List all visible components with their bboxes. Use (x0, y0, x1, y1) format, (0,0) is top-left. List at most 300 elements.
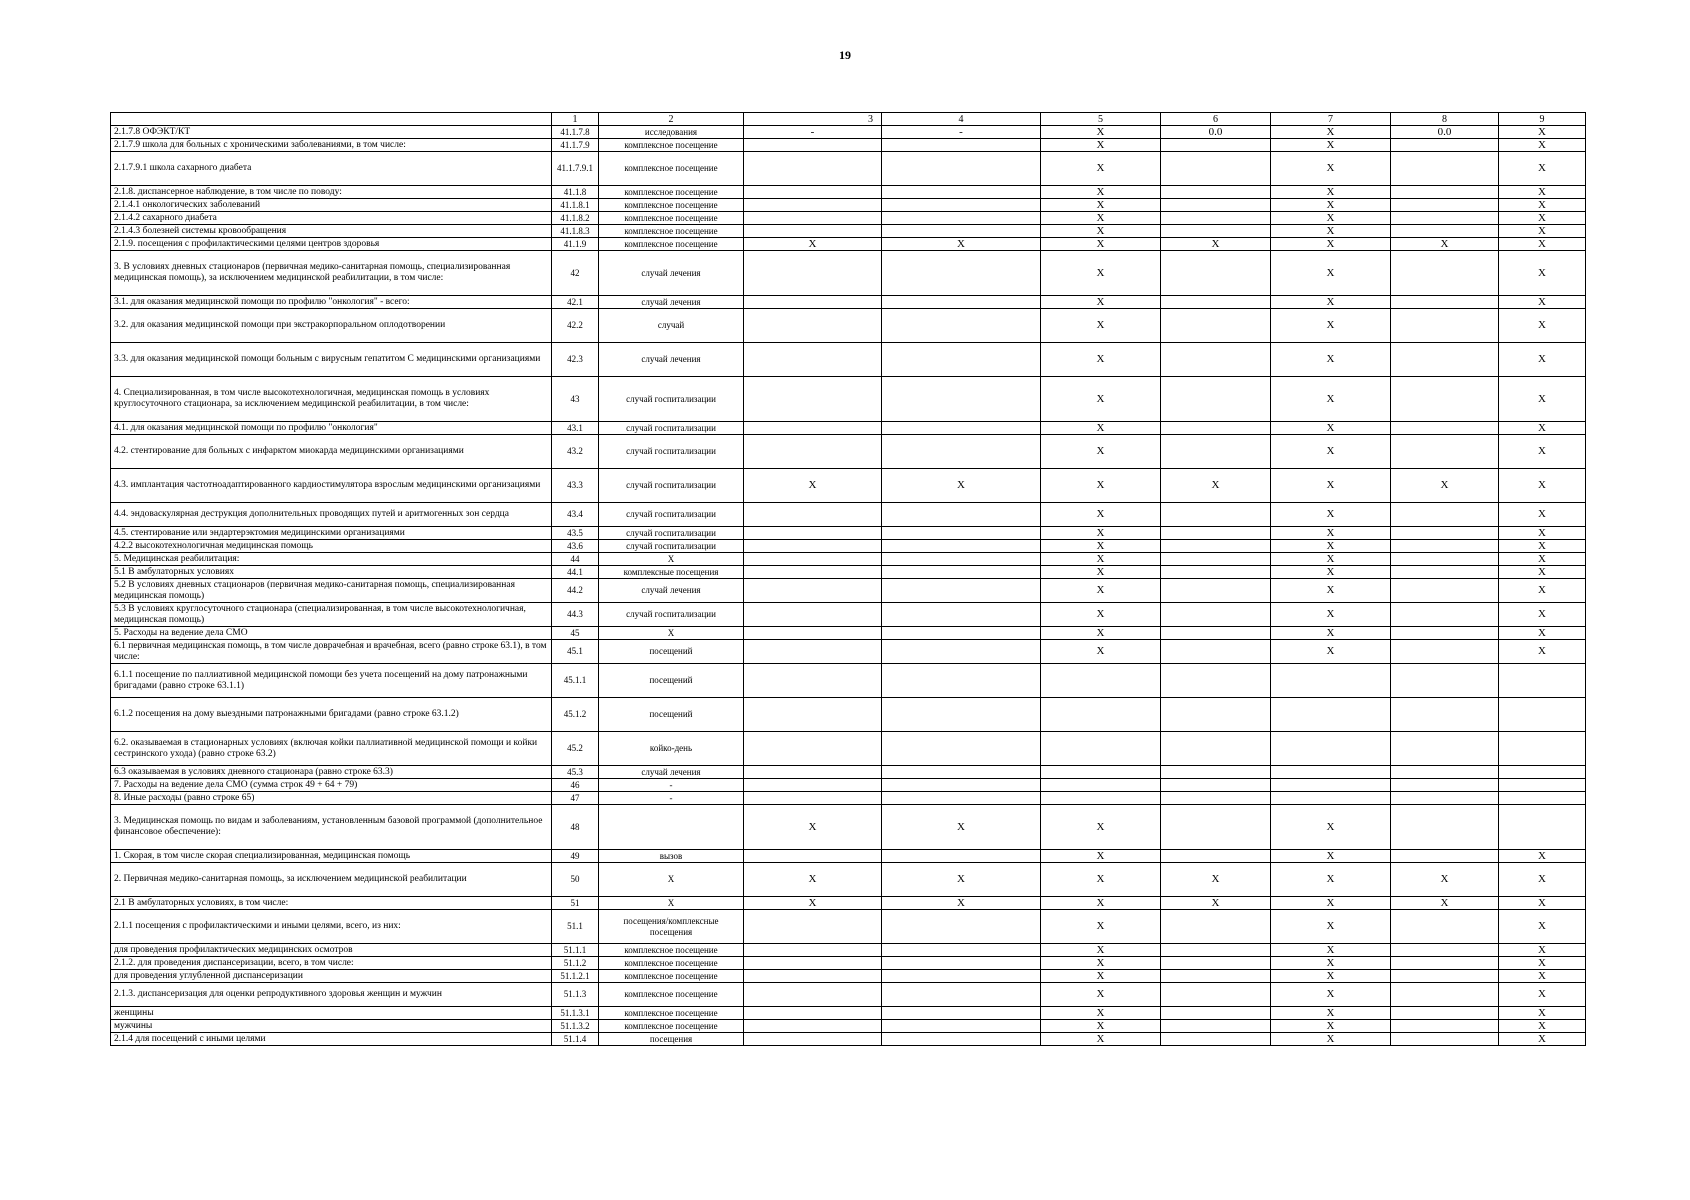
cell-col-3 (744, 186, 882, 199)
header-cell-6: 6 (1161, 113, 1271, 126)
row-code: 42.1 (552, 296, 599, 309)
row-name: 2.1.1 посещения с профилактическими и иными целями, всего, из них: (111, 910, 552, 944)
cell-col-4 (882, 503, 1041, 527)
table-row (111, 238, 1586, 251)
cell-col-6: X (1161, 897, 1271, 910)
cell-col-5: X (1041, 469, 1161, 503)
cell-col-4 (882, 540, 1041, 553)
header-cell-8: 8 (1391, 113, 1499, 126)
table-row (111, 309, 1586, 343)
cell-col-4 (882, 627, 1041, 640)
cell-col-6 (1161, 627, 1271, 640)
row-unit (599, 805, 744, 850)
cell-col-6 (1161, 944, 1271, 957)
table-row (111, 296, 1586, 309)
cell-col-8 (1391, 910, 1499, 944)
row-code: 51.1 (552, 910, 599, 944)
cell-col-5: X (1041, 527, 1161, 540)
cell-col-8 (1391, 251, 1499, 296)
cell-col-3 (744, 212, 882, 225)
cell-col-3 (744, 766, 882, 779)
table-row (111, 792, 1586, 805)
table-row (111, 527, 1586, 540)
row-code: 45.3 (552, 766, 599, 779)
table-row (111, 139, 1586, 152)
cell-col-5: X (1041, 126, 1161, 139)
cell-col-6 (1161, 186, 1271, 199)
cell-col-4 (882, 910, 1041, 944)
cell-col-3 (744, 1033, 882, 1046)
cell-col-9: X (1499, 139, 1586, 152)
row-name: 5.1 В амбулаторных условиях (111, 566, 552, 579)
cell-col-7: X (1271, 251, 1391, 296)
cell-col-6 (1161, 540, 1271, 553)
row-unit: X (599, 627, 744, 640)
table-row (111, 957, 1586, 970)
row-code: 43 (552, 377, 599, 422)
cell-col-7: X (1271, 566, 1391, 579)
cell-col-3 (744, 435, 882, 469)
cell-col-6 (1161, 1033, 1271, 1046)
cell-col-4 (882, 152, 1041, 186)
cell-col-8 (1391, 186, 1499, 199)
row-name: 2.1.2. для проведения диспансеризации, всего, в том числе: (111, 957, 552, 970)
cell-col-4 (882, 186, 1041, 199)
cell-col-7: X (1271, 435, 1391, 469)
cell-col-7: X (1271, 1007, 1391, 1020)
row-code: 44.1 (552, 566, 599, 579)
cell-col-7: X (1271, 983, 1391, 1007)
cell-col-9 (1499, 698, 1586, 732)
cell-col-7: X (1271, 579, 1391, 603)
row-name: 2. Первичная медико-санитарная помощь, за исключением медицинской реабилитации (111, 863, 552, 897)
cell-col-7: X (1271, 377, 1391, 422)
table-row (111, 435, 1586, 469)
cell-col-6 (1161, 251, 1271, 296)
cell-col-4 (882, 766, 1041, 779)
cell-col-8 (1391, 732, 1499, 766)
cell-col-8 (1391, 603, 1499, 627)
cell-col-8 (1391, 139, 1499, 152)
row-unit: X (599, 553, 744, 566)
cell-col-8 (1391, 296, 1499, 309)
cell-col-6 (1161, 766, 1271, 779)
cell-col-3: X (744, 238, 882, 251)
table-row (111, 1033, 1586, 1046)
cell-col-9: X (1499, 469, 1586, 503)
cell-col-9: X (1499, 603, 1586, 627)
cell-col-8 (1391, 1033, 1499, 1046)
cell-col-6 (1161, 640, 1271, 664)
cell-col-7: X (1271, 503, 1391, 527)
cell-col-8 (1391, 566, 1499, 579)
cell-col-9 (1499, 792, 1586, 805)
cell-col-5 (1041, 766, 1161, 779)
cell-col-5: X (1041, 199, 1161, 212)
cell-col-7: X (1271, 863, 1391, 897)
row-unit: комплексное посещение (599, 983, 744, 1007)
row-unit: случай госпитализации (599, 540, 744, 553)
cell-col-6 (1161, 970, 1271, 983)
row-unit: случай лечения (599, 343, 744, 377)
cell-col-9: X (1499, 152, 1586, 186)
row-name: 3. В условиях дневных стационаров (первичная медико-санитарная помощь, специализированная медицинская помощь), за исключением медицинской реабилитации, в том числе: (111, 251, 552, 296)
cell-col-5: X (1041, 377, 1161, 422)
row-unit: - (599, 792, 744, 805)
row-unit: случай лечения (599, 296, 744, 309)
row-unit: случай госпитализации (599, 422, 744, 435)
cell-col-6 (1161, 139, 1271, 152)
cell-col-3 (744, 377, 882, 422)
cell-col-6 (1161, 1020, 1271, 1033)
cell-col-4: X (882, 863, 1041, 897)
cell-col-9: X (1499, 897, 1586, 910)
cell-col-9 (1499, 805, 1586, 850)
cell-col-8 (1391, 503, 1499, 527)
cell-col-9: X (1499, 944, 1586, 957)
cell-col-5: X (1041, 805, 1161, 850)
cell-col-9: X (1499, 863, 1586, 897)
row-name: 4. Специализированная, в том числе высокотехнологичная, медицинская помощь в условиях круглосуточного стационара, за исключением медицинской реабилитации, в том числе: (111, 377, 552, 422)
row-name: 2.1 В амбулаторных условиях, в том числе: (111, 897, 552, 910)
cell-col-8 (1391, 152, 1499, 186)
table-row (111, 126, 1586, 139)
cell-col-8 (1391, 970, 1499, 983)
cell-col-9: X (1499, 309, 1586, 343)
row-unit: X (599, 897, 744, 910)
cell-col-5: X (1041, 944, 1161, 957)
cell-col-5 (1041, 792, 1161, 805)
row-code: 49 (552, 850, 599, 863)
cell-col-4 (882, 579, 1041, 603)
cell-col-3 (744, 732, 882, 766)
cell-col-4 (882, 199, 1041, 212)
cell-col-3 (744, 251, 882, 296)
table-row (111, 152, 1586, 186)
row-code: 41.1.7.8 (552, 126, 599, 139)
cell-col-3 (744, 983, 882, 1007)
cell-col-3 (744, 343, 882, 377)
row-unit: комплексное посещение (599, 152, 744, 186)
cell-col-6 (1161, 503, 1271, 527)
cell-col-9: X (1499, 377, 1586, 422)
cell-col-8 (1391, 627, 1499, 640)
cell-col-8 (1391, 779, 1499, 792)
header-cell-5: 5 (1041, 113, 1161, 126)
row-unit: комплексное посещение (599, 225, 744, 238)
cell-col-6 (1161, 435, 1271, 469)
cell-col-4: - (882, 126, 1041, 139)
table-row (111, 186, 1586, 199)
cell-col-7 (1271, 792, 1391, 805)
cell-col-3 (744, 944, 882, 957)
row-name: 2.1.7.9 школа для больных с хроническими заболеваниями, в том числе: (111, 139, 552, 152)
row-code: 51.1.1 (552, 944, 599, 957)
row-code: 45.2 (552, 732, 599, 766)
table-row (111, 579, 1586, 603)
cell-col-6 (1161, 732, 1271, 766)
cell-col-3 (744, 296, 882, 309)
cell-col-3 (744, 540, 882, 553)
cell-col-4 (882, 566, 1041, 579)
cell-col-7 (1271, 779, 1391, 792)
cell-col-5: X (1041, 640, 1161, 664)
cell-col-4 (882, 377, 1041, 422)
cell-col-8: X (1391, 238, 1499, 251)
cell-col-6 (1161, 779, 1271, 792)
row-unit: исследования (599, 126, 744, 139)
cell-col-4 (882, 139, 1041, 152)
cell-col-6: X (1161, 863, 1271, 897)
cell-col-5: X (1041, 1020, 1161, 1033)
table-row (111, 983, 1586, 1007)
cell-col-4 (882, 527, 1041, 540)
cell-col-9: X (1499, 186, 1586, 199)
row-code: 43.6 (552, 540, 599, 553)
cell-col-9: X (1499, 296, 1586, 309)
cell-col-8 (1391, 553, 1499, 566)
cell-col-9: X (1499, 343, 1586, 377)
cell-col-5: X (1041, 897, 1161, 910)
cell-col-3 (744, 503, 882, 527)
row-unit: комплексные посещения (599, 566, 744, 579)
row-unit: случай лечения (599, 579, 744, 603)
cell-col-3: X (744, 469, 882, 503)
cell-col-5: X (1041, 343, 1161, 377)
row-name: 6.1.2 посещения на дому выездными патронажными бригадами (равно строке 63.1.2) (111, 698, 552, 732)
cell-col-4 (882, 422, 1041, 435)
cell-col-9 (1499, 664, 1586, 698)
cell-col-7: X (1271, 212, 1391, 225)
cell-col-9: X (1499, 503, 1586, 527)
cell-col-6 (1161, 422, 1271, 435)
cell-col-7: X (1271, 199, 1391, 212)
row-unit: случай лечения (599, 251, 744, 296)
cell-col-4 (882, 944, 1041, 957)
row-code: 43.2 (552, 435, 599, 469)
cell-col-8 (1391, 698, 1499, 732)
row-code: 45 (552, 627, 599, 640)
cell-col-7: X (1271, 527, 1391, 540)
row-unit: комплексное посещение (599, 957, 744, 970)
cell-col-7: X (1271, 640, 1391, 664)
cell-col-6 (1161, 309, 1271, 343)
cell-col-4 (882, 970, 1041, 983)
row-name: 4.2.2 высокотехнологичная медицинская помощь (111, 540, 552, 553)
cell-col-3 (744, 139, 882, 152)
cell-col-3 (744, 779, 882, 792)
row-unit: случай госпитализации (599, 503, 744, 527)
cell-col-3 (744, 1007, 882, 1020)
cell-col-9: X (1499, 640, 1586, 664)
cell-col-8 (1391, 540, 1499, 553)
row-unit: случай лечения (599, 766, 744, 779)
row-unit: комплексное посещение (599, 199, 744, 212)
row-unit: комплексное посещение (599, 139, 744, 152)
cell-col-4 (882, 225, 1041, 238)
row-unit: койко-день (599, 732, 744, 766)
cell-col-9: X (1499, 970, 1586, 983)
cell-col-3 (744, 957, 882, 970)
row-code: 50 (552, 863, 599, 897)
row-unit: посещения/комплексные посещения (599, 910, 744, 944)
row-code: 41.1.8.1 (552, 199, 599, 212)
cell-col-4 (882, 664, 1041, 698)
cell-col-8 (1391, 766, 1499, 779)
cell-col-3 (744, 553, 882, 566)
row-name: 4.3. имплантация частотноадаптированного кардиостимулятора взрослым медицинскими организациями (111, 469, 552, 503)
cell-col-4 (882, 343, 1041, 377)
cell-col-7: X (1271, 957, 1391, 970)
cell-col-3 (744, 698, 882, 732)
table-row (111, 640, 1586, 664)
row-name: 1. Скорая, в том числе скорая специализированная, медицинская помощь (111, 850, 552, 863)
cell-col-7: X (1271, 238, 1391, 251)
header-cell-3: 3 (744, 113, 882, 126)
cell-col-6: X (1161, 238, 1271, 251)
cell-col-7: X (1271, 139, 1391, 152)
cell-col-6 (1161, 603, 1271, 627)
cell-col-5: X (1041, 296, 1161, 309)
header-cell-name (111, 113, 552, 126)
row-unit: посещений (599, 698, 744, 732)
row-name: 3.2. для оказания медицинской помощи при экстракорпоральном оплодотворении (111, 309, 552, 343)
cell-col-5: X (1041, 910, 1161, 944)
cell-col-3 (744, 603, 882, 627)
row-name: 7. Расходы на ведение дела СМО (сумма строк 49 + 64 + 79) (111, 779, 552, 792)
row-unit: комплексное посещение (599, 944, 744, 957)
row-name: 2.1.4.1 онкологических заболеваний (111, 199, 552, 212)
table-row (111, 199, 1586, 212)
row-name: 2.1.9. посещения с профилактическими целями центров здоровья (111, 238, 552, 251)
cell-col-4 (882, 698, 1041, 732)
row-name: 2.1.7.8 ОФЭКТ/КТ (111, 126, 552, 139)
cell-col-5 (1041, 732, 1161, 766)
row-unit: комплексное посещение (599, 212, 744, 225)
cell-col-6 (1161, 377, 1271, 422)
cell-col-9 (1499, 779, 1586, 792)
row-code: 48 (552, 805, 599, 850)
row-name: 6.1.1 посещение по паллиативной медицинской помощи без учета посещений на дому патронажными бригадами (равно строке 63.1.1) (111, 664, 552, 698)
table-row (111, 664, 1586, 698)
row-unit: вызов (599, 850, 744, 863)
cell-col-7 (1271, 698, 1391, 732)
cell-col-6 (1161, 343, 1271, 377)
cell-col-4 (882, 212, 1041, 225)
row-name: 5.2 В условиях дневных стационаров (первичная медико-санитарная помощь, специализированная медицинская помощь) (111, 579, 552, 603)
row-code: 41.1.8.3 (552, 225, 599, 238)
cell-col-4 (882, 732, 1041, 766)
cell-col-3 (744, 664, 882, 698)
cell-col-3 (744, 152, 882, 186)
row-name: 4.1. для оказания медицинской помощи по профилю "онкология" (111, 422, 552, 435)
cell-col-6 (1161, 664, 1271, 698)
cell-col-8 (1391, 640, 1499, 664)
row-name: 4.5. стентирование или эндартерэктомия медицинскими организациями (111, 527, 552, 540)
row-name: 2.1.7.9.1 школа сахарного диабета (111, 152, 552, 186)
page-number: 19 (839, 48, 851, 62)
cell-col-8 (1391, 792, 1499, 805)
cell-col-9: X (1499, 566, 1586, 579)
cell-col-6 (1161, 698, 1271, 732)
cell-col-6 (1161, 225, 1271, 238)
cell-col-8 (1391, 805, 1499, 850)
cell-col-7: X (1271, 970, 1391, 983)
row-code: 41.1.8.2 (552, 212, 599, 225)
row-name: 3.1. для оказания медицинской помощи по профилю "онкология" - всего: (111, 296, 552, 309)
cell-col-5: X (1041, 186, 1161, 199)
row-code: 51.1.3.1 (552, 1007, 599, 1020)
header-cell-2: 2 (599, 113, 744, 126)
cell-col-8 (1391, 983, 1499, 1007)
cell-col-9: X (1499, 199, 1586, 212)
cell-col-4 (882, 553, 1041, 566)
row-unit: X (599, 863, 744, 897)
cell-col-5: X (1041, 540, 1161, 553)
cell-col-4 (882, 296, 1041, 309)
table-row (111, 627, 1586, 640)
table-row (111, 732, 1586, 766)
cell-col-7: X (1271, 309, 1391, 343)
cell-col-4: X (882, 897, 1041, 910)
table-row (111, 377, 1586, 422)
cell-col-3: - (744, 126, 882, 139)
table-row (111, 698, 1586, 732)
cell-col-7: X (1271, 603, 1391, 627)
cell-col-4 (882, 1020, 1041, 1033)
cell-col-3 (744, 792, 882, 805)
cell-col-4: X (882, 805, 1041, 850)
cell-col-7: X (1271, 225, 1391, 238)
cell-col-3 (744, 910, 882, 944)
cell-col-8 (1391, 309, 1499, 343)
cell-col-8 (1391, 1007, 1499, 1020)
cell-col-8 (1391, 422, 1499, 435)
cell-col-4 (882, 1033, 1041, 1046)
table-row (111, 225, 1586, 238)
table-row (111, 540, 1586, 553)
row-unit: случай госпитализации (599, 603, 744, 627)
table-row (111, 897, 1586, 910)
cell-col-8 (1391, 664, 1499, 698)
cell-col-6 (1161, 983, 1271, 1007)
row-unit: посещений (599, 664, 744, 698)
cell-col-9: X (1499, 126, 1586, 139)
cell-col-4: X (882, 469, 1041, 503)
row-code: 41.1.9 (552, 238, 599, 251)
cell-col-7: X (1271, 469, 1391, 503)
row-code: 51.1.3 (552, 983, 599, 1007)
cell-col-9: X (1499, 422, 1586, 435)
cell-col-7 (1271, 732, 1391, 766)
cell-col-9: X (1499, 1020, 1586, 1033)
row-unit: комплексное посещение (599, 186, 744, 199)
cell-col-7: X (1271, 1033, 1391, 1046)
row-name: 4.2. стентирование для больных с инфарктом миокарда медицинскими организациями (111, 435, 552, 469)
table-row (111, 422, 1586, 435)
row-name: женщины (111, 1007, 552, 1020)
table-row (111, 805, 1586, 850)
cell-col-9: X (1499, 1007, 1586, 1020)
cell-col-9: X (1499, 850, 1586, 863)
row-code: 41.1.7.9.1 (552, 152, 599, 186)
row-name: мужчины (111, 1020, 552, 1033)
cell-col-9: X (1499, 553, 1586, 566)
cell-col-8 (1391, 850, 1499, 863)
table-row (111, 603, 1586, 627)
row-code: 44.3 (552, 603, 599, 627)
cell-col-5 (1041, 664, 1161, 698)
